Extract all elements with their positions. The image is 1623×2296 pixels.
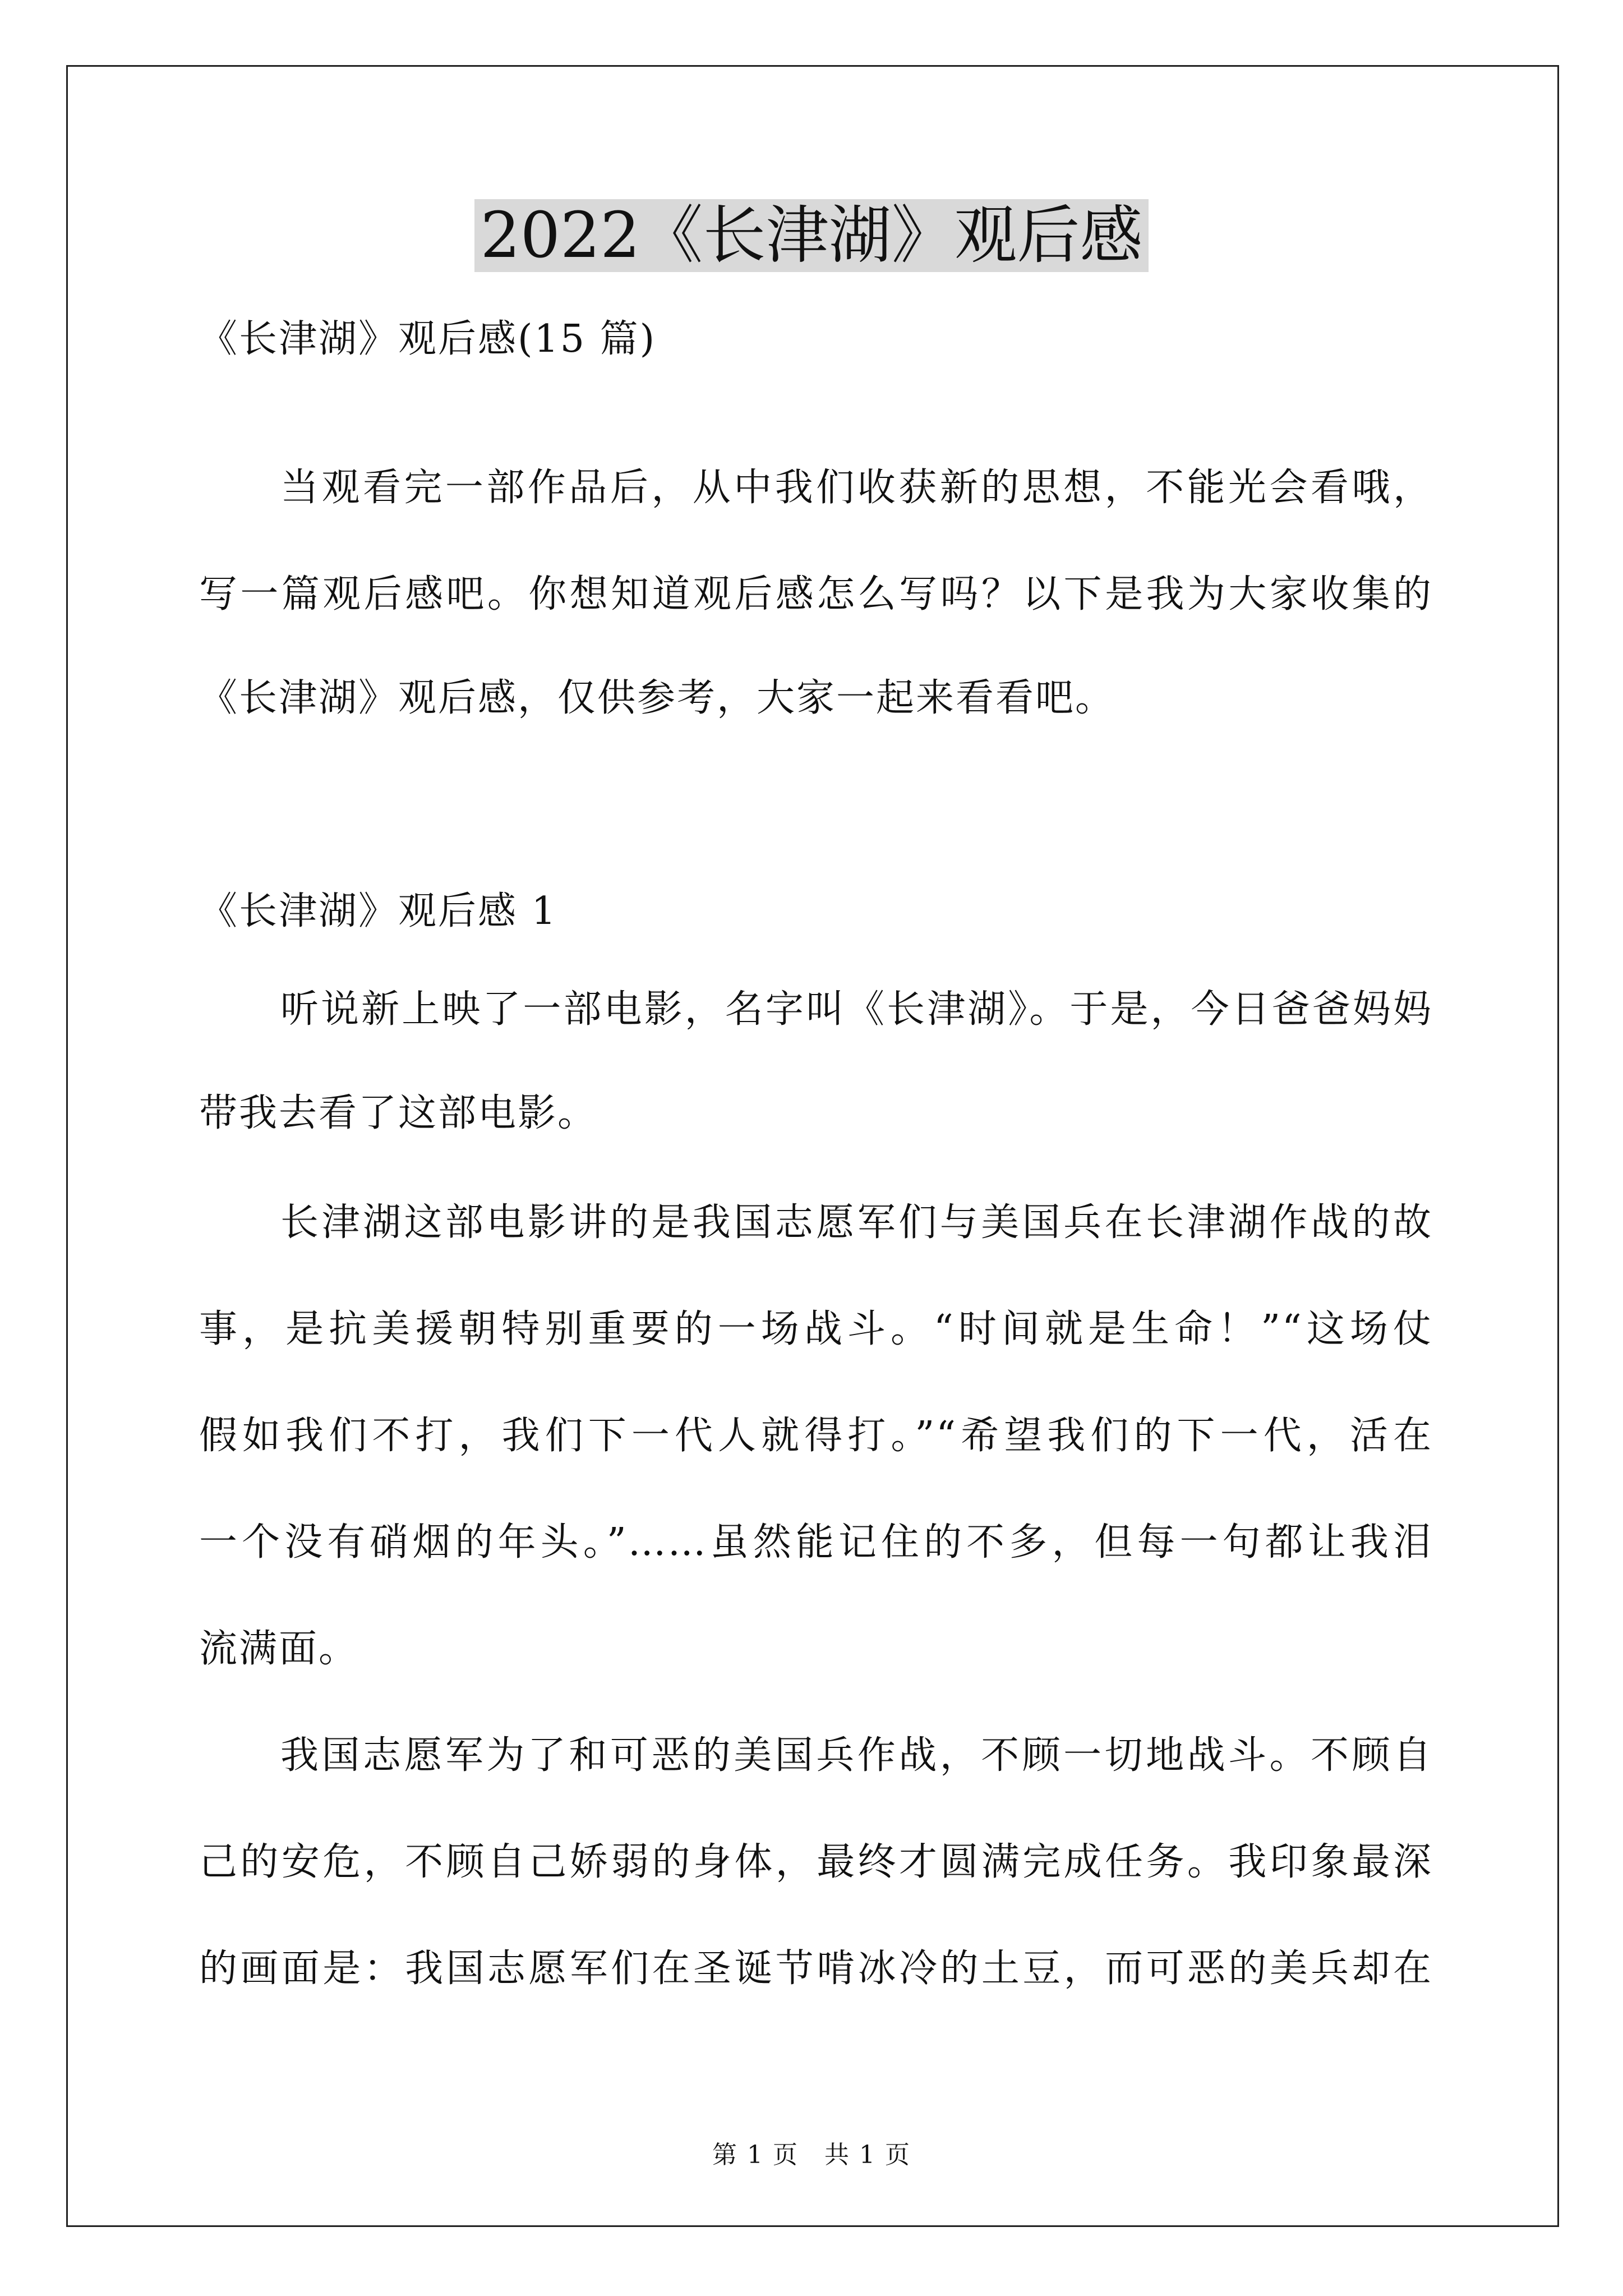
document-title (0, 194, 1623, 278)
body-line: 长津湖这部电影讲的是我国志愿军们与美国兵在长津湖作战的故 (280, 1200, 1433, 1245)
body-line: 己的安危，不顾自己娇弱的身体，最终才圆满完成任务。我印象最深 (199, 1840, 1433, 1884)
subtitle: 《长津湖》观后感(15 篇) (199, 317, 657, 361)
intro-line: 《长津湖》观后感，仅供参考，大家一起来看看吧。 (199, 676, 1115, 720)
body-line: 带我去看了这部电影。 (199, 1091, 598, 1135)
intro-line: 写一篇观后感吧。你想知道观后感怎么写吗？以下是我为大家收集的 (199, 572, 1433, 616)
intro-line: 当观看完一部作品后，从中我们收获新的思想，不能光会看哦， (280, 466, 1433, 510)
page-footer: 第 1 页 共 1 页 (712, 2141, 911, 2169)
body-line: 听说新上映了一部电影，名字叫《长津湖》。于是，今日爸爸妈妈 (280, 987, 1433, 1032)
page-border (66, 65, 1559, 2227)
title-text: 2022《长津湖》观后感 (474, 199, 1148, 272)
body-line: 一个没有硝烟的年头。”……虽然能记住的不多，但每一句都让我泪 (199, 1520, 1433, 1565)
body-line: 流满面。 (199, 1627, 359, 1671)
body-line: 的画面是：我国志愿军们在圣诞节啃冰冷的土豆，而可恶的美兵却在 (199, 1947, 1433, 1991)
section-heading: 《长津湖》观后感 1 (199, 889, 557, 933)
body-line: 假如我们不打，我们下一代人就得打。”“希望我们的下一代，活在 (199, 1414, 1433, 1458)
body-line: 我国志愿军为了和可恶的美国兵作战，不顾一切地战斗。不顾自 (280, 1733, 1433, 1778)
body-line: 事，是抗美援朝特别重要的一场战斗。“时间就是生命！”“这场仗 (199, 1307, 1433, 1351)
